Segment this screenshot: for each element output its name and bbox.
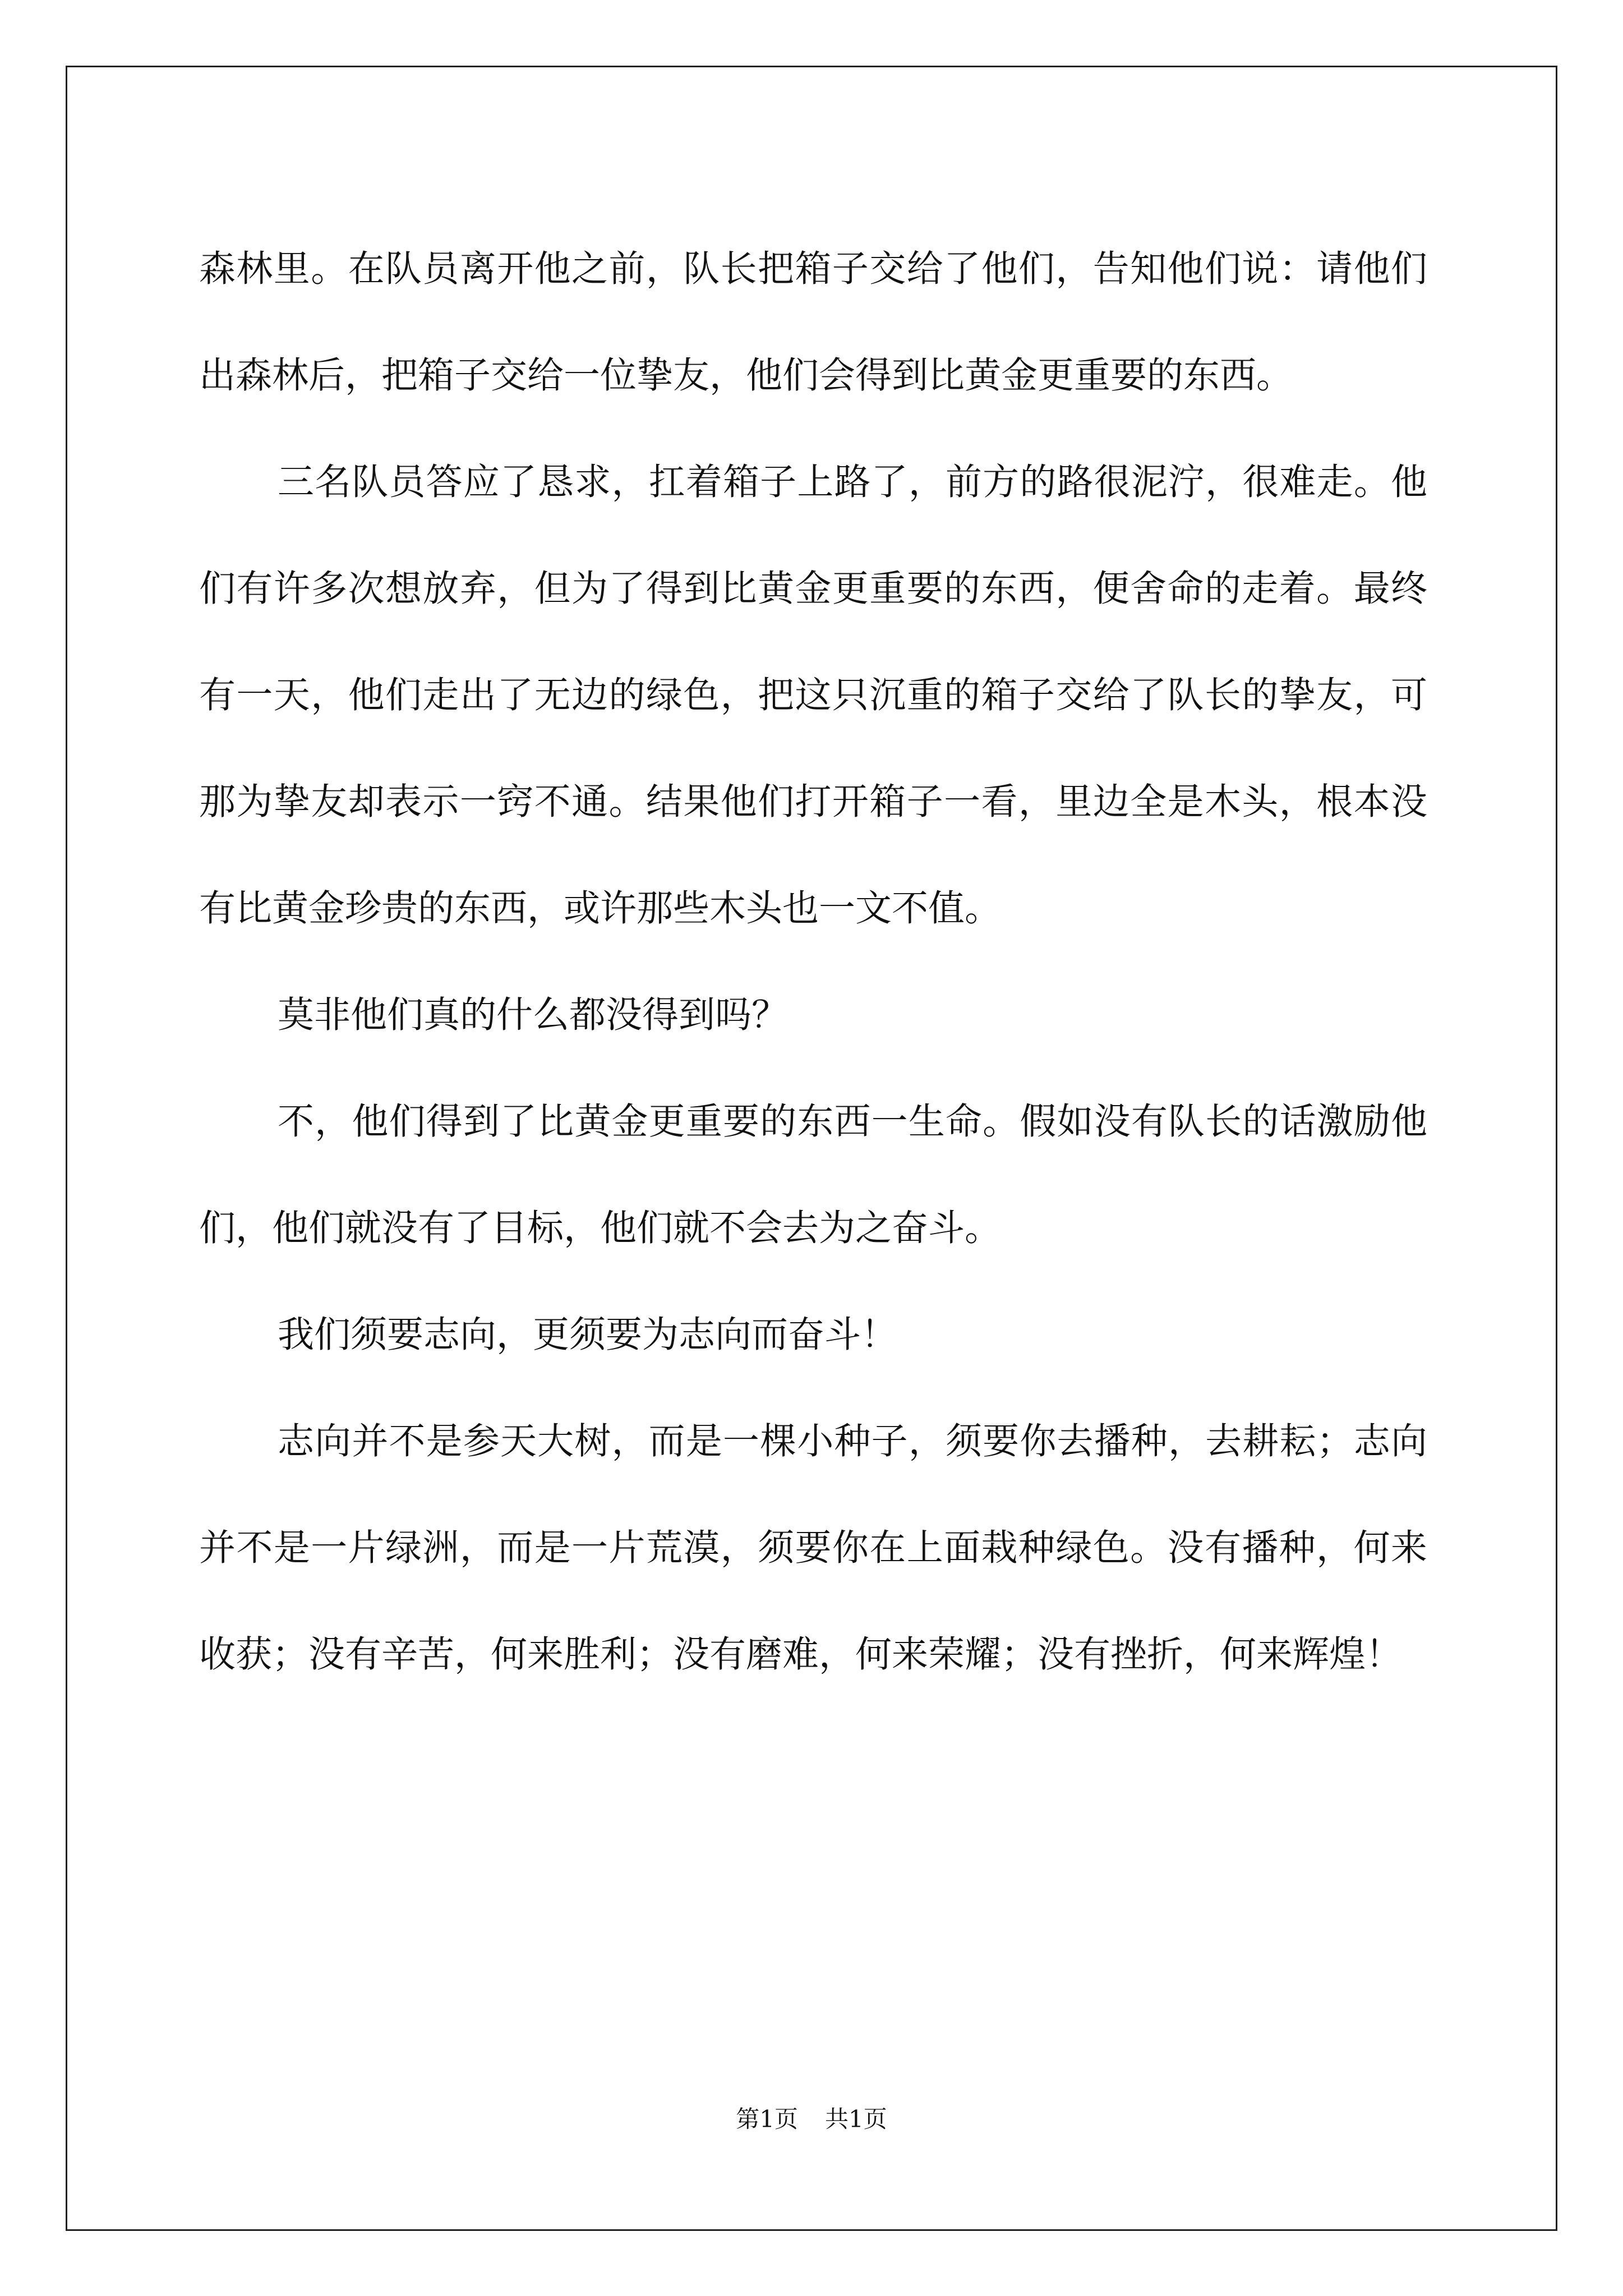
paragraph-4: 不，他们得到了比黄金更重要的东西一生命。假如没有队长的话激励他们，他们就没有了目标，他们就不会去为之奋斗。 bbox=[199, 1101, 1427, 1249]
paragraph-5: 我们须要志向，更须要为志向而奋斗！ bbox=[278, 1314, 898, 1356]
paragraph-6: 志向并不是参天大树，而是一棵小种子，须要你去播种，去耕耘；志向并不是一片绿洲，而是一片荒漠，须要你在上面栽种绿色。没有播种，何来收获；没有辛苦，何来胜利；没有磨难，何来荣耀；没有挫折，何来辉煌！ bbox=[199, 1420, 1427, 1676]
document-body bbox=[199, 216, 1427, 1708]
page-footer bbox=[0, 2101, 1623, 2134]
page-number: 第1页 bbox=[736, 2105, 798, 2133]
paragraph-1: 森林里。在队员离开他之前，队长把箱子交给了他们，告知他们说：请他们出森林后，把箱子交给一位挚友，他们会得到比黄金更重要的东西。 bbox=[199, 248, 1427, 397]
page-total: 共1页 bbox=[825, 2105, 887, 2133]
paragraph-3: 莫非他们真的什么都没得到吗？ bbox=[278, 994, 789, 1036]
paragraph-2: 三名队员答应了恳求，扛着箱子上路了，前方的路很泥泞，很难走。他们有许多次想放弃，但为了得到比黄金更重要的东西，便舍命的走着。最终有一天，他们走出了无边的绿色，把这只沉重的箱子交给了队长的挚友，可那为挚友却表示一窍不通。结果他们打开箱子一看，里边全是木头，根本没有比黄金珍贵的东西，或许那些木头也一文不值。 bbox=[199, 461, 1427, 930]
